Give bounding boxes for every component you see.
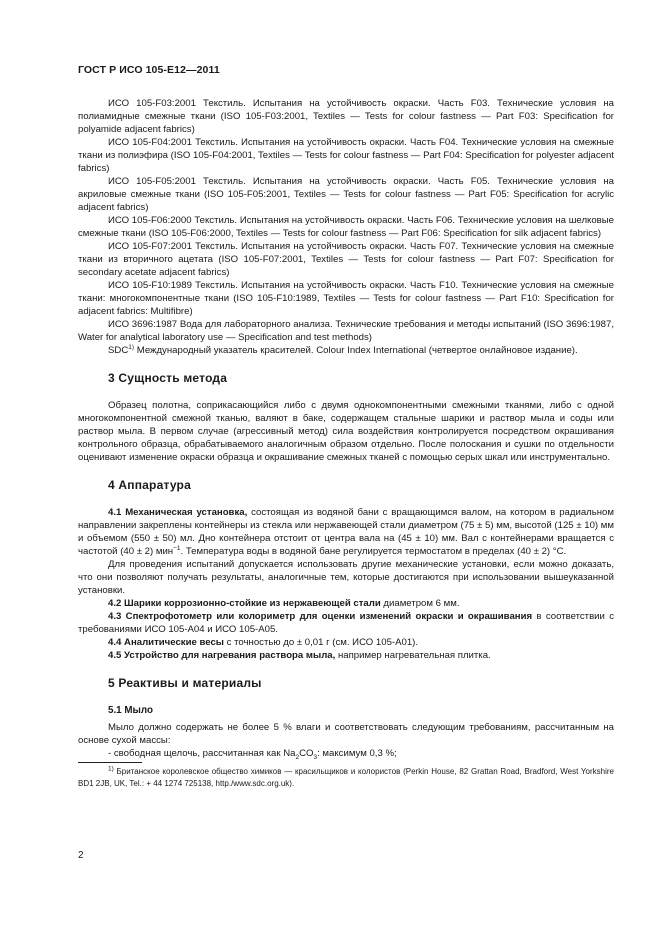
clause-4-3: 4.3 Спектрофотометр или колориметр для оценки изменений окраски и окрашивания в соответствии с требованиями ИСО 105-A04 и ИСО 105-A05. bbox=[78, 611, 614, 635]
ref-item: ИСО 105-F03:2001 Текстиль. Испытания на устойчивость окраски. Часть F03. Технические условия на полиамидные смежные ткани (ISO 105-F03:2001, Textiles — Tests for colour fastness — Part F03: Specification for polyamide adjacent fabrics) bbox=[78, 98, 614, 135]
clause-4-1: 4.1 Механическая установка, состоящая из водяной бани с вращающимся валом, на котором в радиальном направлении закреплены контейнеры из стекла или нержавеющей стали диаметром (75 ± 5) мм, высотой (125 ± 10) мм и объемом (550 ± 50) мл. Дно контейнера отстоит от центра вала на (45 ± 10) мм. Вал с контейнерами вращается с частотой (40 ± 2) мин$^{-1}$. Температура воды в водяной бане регулируется термостатом в пределах (40 ± 2) °С. bbox=[78, 507, 614, 557]
ref-item: ИСО 105-F07:2001 Текстиль. Испытания на устойчивость окраски. Часть F07. Технические условия на смежные ткани из вторичного ацетата (ISO 105-F07:2001, Textiles — Tests for colour fastness — Part F07: Specification for secondary acetate adjacent fabrics) bbox=[78, 241, 615, 278]
ref-item: ИСО 105-F05:2001 Текстиль. Испытания на устойчивость окраски. Часть F05. Технические условия на акриловые смежные ткани (ISO 105-F05:2001, Textiles — Tests for colour fastness — Part F05: Specification for acrylic adjacent fabrics) bbox=[78, 176, 614, 213]
page-body bbox=[78, 97, 614, 790]
ref-item: ИСО 3696:1987 Вода для лабораторного анализа. Технические требования и методы испытаний (ISO 3696:1987, Water for analytical laboratory use — Specification and test methods) bbox=[78, 319, 614, 343]
ref-item-sdc: SDC$^{1)}$ Международный указатель красителей. Colour Index International (четвертое онлайновое издание). bbox=[108, 343, 578, 356]
clause-4-5: 4.5 Устройство для нагревания раствора мыла, например нагревательная плитка. bbox=[108, 650, 491, 661]
footnote-divider bbox=[78, 762, 142, 763]
ref-item: ИСО 105-F06:2000 Текстиль. Испытания на устойчивость окраски. Часть F06. Технические условия на шелковые смежные ткани (ISO 105-F06:2000, Textiles — Tests for colour fastness — Part F06: Specification for silk adjacent fabrics) bbox=[78, 215, 615, 239]
section-4-title: 4 Аппаратура bbox=[108, 478, 191, 492]
normative-references bbox=[78, 97, 614, 357]
clause-5-1-item: - свободная щелочь, рассчитанная как $Na_2CO_3$: максимум 0,3 %; bbox=[108, 748, 397, 761]
page-number: 2 bbox=[78, 850, 84, 861]
clause-4-1-extra: Для проведения испытаний допускается использовать другие механические установки, если можно доказать, что они позволяют получать результаты, аналогичные тем, которые достигаются при использовании вышеуказанной установки. bbox=[78, 559, 614, 596]
section-5-title: 5 Реактивы и материалы bbox=[108, 676, 262, 690]
footnote: $^{1)}$ Британское королевское общество химиков — красильщиков и колористов (Perkin House, 82 Grattan Road, Bradford, West Yorkshire BD1 2JB, UK, Tel.: + 44 1274 725138, http./www.sdc.org.uk). bbox=[78, 765, 614, 788]
clause-5-1-title: 5.1 Мыло bbox=[108, 705, 153, 716]
clause-4-2: 4.2 Шарики коррозионно-стойкие из нержавеющей стали диаметром 6 мм. bbox=[108, 598, 460, 609]
clause-4-4: 4.4 Аналитические весы с точностью до ± 0,01 г (см. ИСО 105-A01). bbox=[108, 637, 419, 648]
document-header: ГОСТ Р ИСО 105-E12—2011 bbox=[78, 64, 220, 76]
section-3-text: Образец полотна, соприкасающийся либо с двумя однокомпонентными смежными тканями, либо с одной многокомпонентной смежной тканью, валяют в баке, содержащем стальные шарики и раствор мыла и соды или раствор мыла. В первом случае (агрессивный метод) сила воздействия контролируется посредством окрашивания контрольного образца, обрабатываемого аналогичным образом отдельно. После полоскания и сушки по отдельности оценивают изменение окраски образца и окрашивание смежных тканей с помощью серых шкал или инструментально. bbox=[78, 400, 614, 463]
clause-5-1-text: Мыло должно содержать не более 5 % влаги и соответствовать следующим требованиям, рассчитанным на основе сухой массы: bbox=[78, 722, 614, 746]
ref-item: ИСО 105-F10:1989 Текстиль. Испытания на устойчивость окраски. Часть F10. Технические условия на смежные ткани: многокомпонентные ткани (ISO 105-F10:1989, Textiles — Tests for colour fastness — Part F10: Specification for adjacent fabrics: Multifibre) bbox=[78, 280, 615, 317]
ref-item: ИСО 105-F04:2001 Текстиль. Испытания на устойчивость окраски. Часть F04. Технические условия на смежные ткани из полиэфира (ISO 105-F04:2001, Textiles — Tests for colour fastness — Part F04: Specification for polyester adjacent fabrics) bbox=[78, 137, 615, 174]
section-3-title: 3 Сущность метода bbox=[108, 371, 228, 385]
